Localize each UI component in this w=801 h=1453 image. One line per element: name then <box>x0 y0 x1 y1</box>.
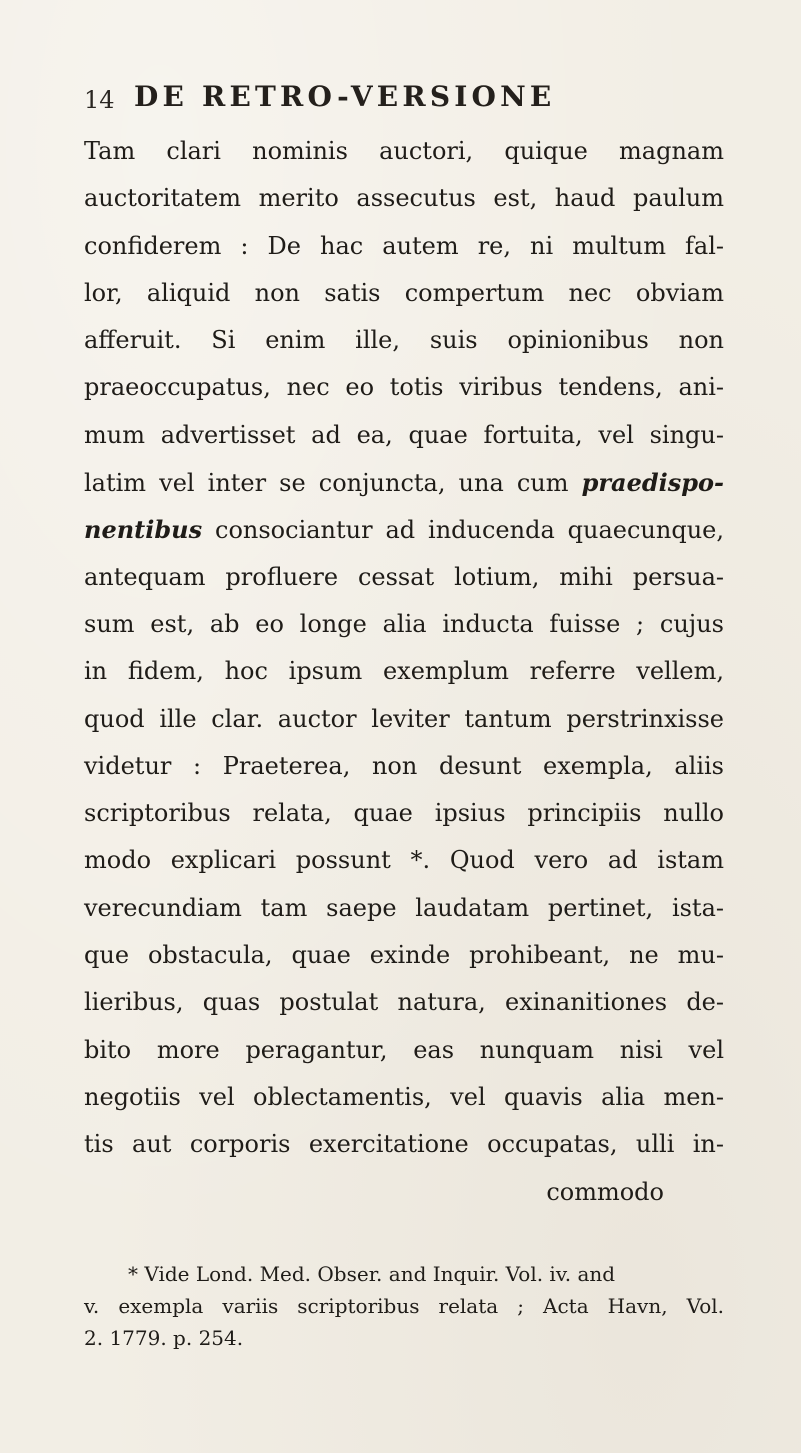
italic-word: nentibus <box>84 515 203 545</box>
text-line: mum advertisset ad ea, quae fortuita, vel singu- <box>84 420 724 449</box>
text-line <box>84 459 724 506</box>
text-line: videtur : Praeterea, non desunt exempla, aliis <box>84 751 724 780</box>
page-header <box>76 80 756 120</box>
text-line: antequam profluere cessat lotium, mihi persua- <box>84 562 724 591</box>
running-head: DE RETRO-VERSIONE <box>134 80 556 113</box>
text-line: auctoritatem merito assecutus est, haud paulum <box>84 184 724 213</box>
text-line: tis aut corporis exercitatione occupatas, ulli in- <box>84 1130 724 1159</box>
text-line: negotiis vel oblectamentis, vel quavis alia men- <box>84 1082 724 1111</box>
text-segment: consociantur ad inducenda quaecunque, <box>215 516 724 545</box>
text-line: lieribus, quas postulat natura, exinanitiones de- <box>84 988 724 1017</box>
text-line: in fidem, hoc ipsum exemplum referre vellem, <box>84 657 724 686</box>
text-line: verecundiam tam saepe laudatam pertinet, ista- <box>84 893 724 922</box>
text-line: Tam clari nominis auctori, quique magnam <box>84 137 724 165</box>
footnote-line: v. exempla variis scriptoribus relata ; Acta Havn, Vol. <box>84 1294 724 1318</box>
text-line: confiderem : De hac autem re, ni multum fal- <box>84 231 724 260</box>
footnote <box>84 1258 724 1354</box>
text-line: que obstacula, quae exinde prohibeant, ne mu- <box>84 941 724 970</box>
text-line: bito more peragantur, eas nunquam nisi vel <box>84 1035 724 1064</box>
footnote-line: 2. 1779. p. 254. <box>84 1326 244 1350</box>
text-line: scriptoribus relata, quae ipsius principiis nullo <box>84 799 724 828</box>
text-segment: latim vel inter se conjuncta, una cum <box>84 469 569 498</box>
text-line: lor, aliquid non satis compertum nec obviam <box>84 278 724 307</box>
text-line: afferuit. Si enim ille, suis opinionibus non <box>84 326 724 355</box>
italic-word: praedispo- <box>581 468 724 498</box>
text-line: sum est, ab eo longe alia inducta fuisse ; cujus <box>84 609 724 638</box>
body-text <box>84 128 724 1216</box>
text-line: quod ille clar. auctor leviter tantum perstrinxisse <box>84 704 724 733</box>
text-line <box>84 506 724 553</box>
page-number: 14 <box>84 86 115 114</box>
text-line: commodo <box>546 1177 664 1206</box>
text-line: praeoccupatus, nec eo totis viribus tendens, ani- <box>84 373 724 402</box>
text-line: modo explicari possunt *. Quod vero ad istam <box>84 846 724 875</box>
footnote-line: * Vide Lond. Med. Obser. and Inquir. Vol. iv. and <box>128 1262 616 1286</box>
